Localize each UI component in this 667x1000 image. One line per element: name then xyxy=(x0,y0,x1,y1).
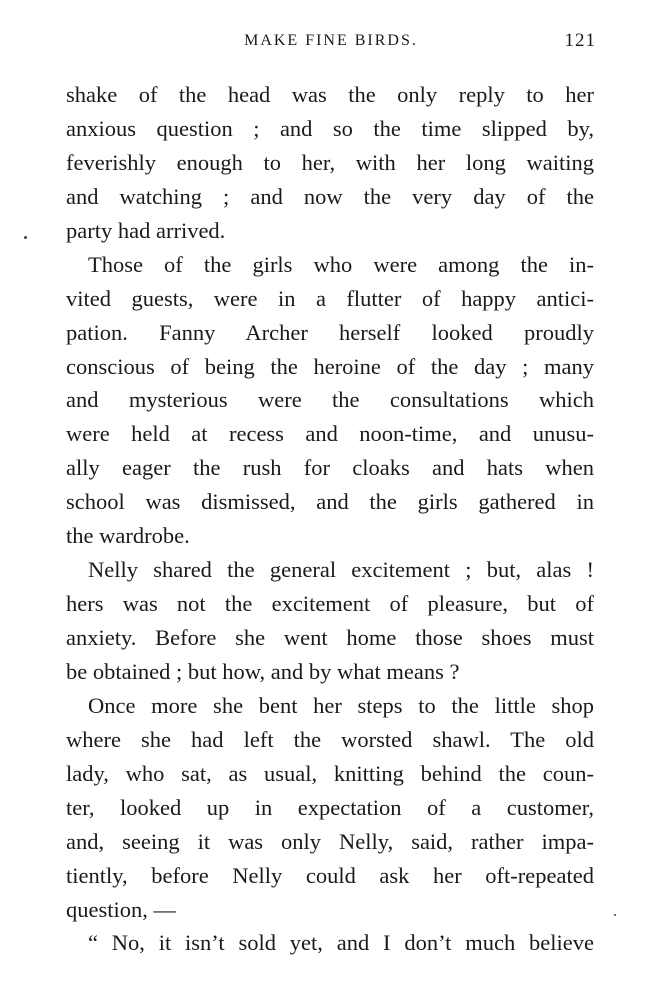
text-line: pation. Fanny Archer herself looked proudly xyxy=(66,319,594,345)
text-line: and mysterious were the consultations which xyxy=(66,387,594,413)
body-text xyxy=(66,78,594,960)
text-line: vited guests, were in a flutter of happy antici- xyxy=(66,285,594,311)
text-line: and, seeing it was only Nelly, said, rather impa- xyxy=(66,828,594,854)
text-line: where she had left the worsted shawl. The old xyxy=(66,726,594,752)
paper-speck xyxy=(24,236,27,239)
text-line: tiently, before Nelly could ask her oft-repeated xyxy=(66,862,594,888)
page-number: 121 xyxy=(564,30,596,51)
text-line: Nelly shared the general excitement ; but, alas ! xyxy=(88,557,594,583)
text-line: anxiety. Before she went home those shoes must xyxy=(66,625,594,650)
text-line: be obtained ; but how, and by what means ? xyxy=(66,658,460,684)
text-line: lady, who sat, as usual, knitting behind the coun- xyxy=(66,760,594,786)
text-line: ter, looked up in expectation of a customer, xyxy=(66,794,594,820)
text-line: shake of the head was the only reply to her xyxy=(66,82,594,107)
paper-speck xyxy=(614,914,616,916)
page-header xyxy=(66,30,596,58)
text-line: “ No, it isn’t sold yet, and I don’t much believe xyxy=(88,930,594,956)
text-line: question, — xyxy=(66,896,176,922)
text-line: the wardrobe. xyxy=(66,523,190,549)
text-line: ally eager the rush for cloaks and hats when xyxy=(66,455,594,481)
text-line: hers was not the excitement of pleasure, but of xyxy=(66,591,594,617)
running-head: MAKE FINE BIRDS. xyxy=(244,32,418,49)
text-line: party had arrived. xyxy=(66,217,226,243)
text-line: Once more she bent her steps to the little shop xyxy=(88,692,594,718)
text-line: anxious question ; and so the time slipped by, xyxy=(66,115,594,141)
text-line: conscious of being the heroine of the day ; many xyxy=(66,353,594,379)
text-line: and watching ; and now the very day of the xyxy=(66,183,594,209)
text-line: Those of the girls who were among the in- xyxy=(88,251,594,277)
text-line: were held at recess and noon-time, and unusu- xyxy=(66,421,594,447)
text-line: school was dismissed, and the girls gathered in xyxy=(66,489,594,515)
text-line: feverishly enough to her, with her long waiting xyxy=(66,149,594,175)
